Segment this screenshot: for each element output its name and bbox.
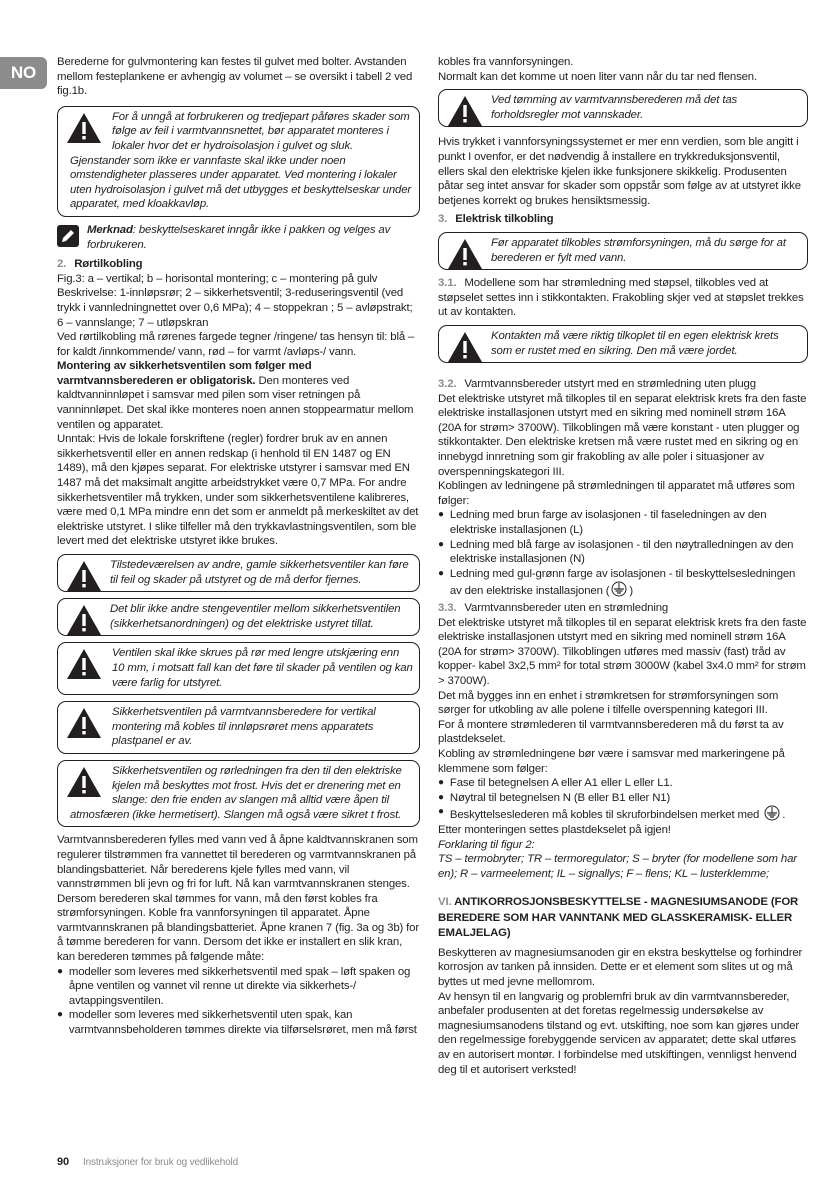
list-item: ● Ledning med brun farge av isolasjonen - til faseledningen av den elektriske installasjonen (L) (438, 509, 767, 537)
paragraph: Kobling av strømledningene bør være i samsvar med markeringene på klemmene som følger: (438, 747, 785, 775)
fill-paragraph: Varmtvannsberederen fylles med vann ved å åpne kaldtvannskranen som regulerer tilstrømmen fra vannettet til berederen og varmtvannskranen på blandingsbatteriet. Når berederens kjele fylles med vann, vil vannstrømmen bli jevn og fri for luft. Nå kan varmtvannskranen stenges. (57, 834, 418, 891)
warning-icon (66, 112, 102, 144)
list-item: ● modeller som leveres med sikkerhetsventil med spak – løft spaken og åpne ventilen og vannet vil renne ut direkte via sikkerhets-/ avtappingsventilen. (57, 965, 411, 1007)
paragraph: Det må bygges inn en enhet i strømkretsen for strømforsyningen som sørger for utkobling av alle polene i tilfelle overspenning kategori III. (438, 689, 779, 717)
earth-ground-icon (609, 581, 629, 597)
list-item: ● Fase til betegnelsen A eller A1 eller L eller L1. (438, 777, 673, 790)
warning-box (57, 642, 420, 695)
warning-text: For å unngå at forbrukeren og tredjepart påføres skader som følge av feil i varmtvannsnettet, bør apparatet monteres i lokaler hvor det er hydroisolasjon i gulvet og sluk. Gjenstander som ikke er vannfaste skal ikke under noen omstendigheter plasseres under apparatet. Ved montering i lokaler uten hydroisolasjon i gulvet må det utbygges et beskyttelseskar under apparatet, med kloakkavløp. (70, 110, 412, 211)
section-heading: 2. Rørtilkobling (57, 258, 143, 271)
warning-box (57, 760, 420, 827)
warning-icon (66, 707, 102, 739)
warning-icon (447, 95, 483, 127)
warning-box (57, 554, 420, 592)
warning-text: Ved tømming av varmtvannsberederen må det tas forholdsregler mot vannskader. (491, 94, 738, 121)
fig3-caption: Fig.3: a – vertikal; b – horisontal montering; c – montering på gulv (57, 272, 378, 285)
subsection-3-1: 3.1. Modellene som har strømledning med støpsel, tilkobles ved at støpselet settes inn i stikkontakten. Frakobling skjer ved at støpslet trekkes ut av kontakten. (438, 277, 804, 319)
paragraph: Koblingen av ledningene på strømledningen til apparatet må utføres som følger: (438, 480, 795, 507)
list-item: ● Ledning med gul-grønn farge av isolasjonen - til beskyttelsesledningen av den elektriske installasjonen ( ) (438, 567, 796, 598)
list-item: ● Ledning med blå farge av isolasjonen - til den nøytralledningen av den elektriske installasjonen (N) (438, 538, 794, 566)
paragraph: Av hensyn til en langvarig og problemfri bruk av din varmtvannsbereder, anbefaler produsenten at det foretas regelmessig undersøkelse av magnesiumsanodens tilstand og evt. utskifting, noe som kan gjøres under den regelmessige forebyggende servicen av apparatet; dette skal utføres av en autorisert montør. I forbindelse med utskiftingen, vennligst henvend deg til et autorisert verksted! (438, 990, 800, 1076)
warning-icon (447, 331, 483, 363)
intro-paragraph: Berederne for gulvmontering kan festes til gulvet med bolter. Avstanden mellom festeplankene er avhengig av volumet – se oversikt i tabell 2 ved fig.1b. (57, 56, 413, 98)
paragraph: Det elektriske utstyret må tilkoples til en separat elektrisk krets fra den faste elektriske installasjonen utstyrt med en sikring med nominell strøm 16A (20A for strøm> 3700W). Tilkoblingen må være konstant - uten plugger og stikkontakter. Den elektriske kretsen må være rustet med en sikring og en innebygd innretning som gir frakobling av alle poler i situasjoner av overspenningskategori III. (438, 392, 807, 478)
section-heading: 3. Elektrisk tilkobling (438, 213, 554, 226)
warning-icon (66, 648, 102, 680)
footer-text: Instruksjoner for bruk og vedlikehold (82, 1157, 239, 1168)
warning-box (57, 106, 420, 217)
fig3-description: Beskrivelse: 1-innløpsrør; 2 – sikkerhetsventil; 3-reduseringsventil (ved trykk i vannledningnettet over 0,6 MPa); 4 – stoppekran ; 5 – avløpstrakt; 6 – vannslange; 7 – utløpskran (57, 287, 413, 329)
pipe-colors-paragraph: Ved rørtilkobling må rørenes fargede tegner /ringene/ tas hensyn til: blå – for kaldt /innkommende/ vann, rød – for varmt /avløps-/ vann. (57, 331, 415, 358)
left-column (57, 55, 420, 1038)
warning-text: Ventilen skal ikke skrues på rør med lengre utskjæring enn 10 mm, i motsatt fall kan det føre til skader på ventilen og kan være farlig for utstyret. (112, 647, 413, 689)
language-tab: NO (0, 57, 47, 89)
warning-text: Tilstedeværelsen av andre, gamle sikkerhetsventiler kan føre til feil og skader på utstyret og de må derfor fjernes. (110, 559, 409, 586)
paragraph: Det elektriske utstyret må tilkoples til en separat elektrisk krets fra den faste elektriske installasjonen utstyrt med en sikring med nominell strøm 16A (20A for strøm> 3700W). Tilkoblingen utføres med massiv (fast) tråd av kopper- kabel 3x2,5 mm² for total strøm 3000W (kabel 3x4.0 mm² for strøm > 3700W). (438, 616, 807, 687)
pencil-note-icon (57, 225, 79, 247)
section-vi-heading: VI. ANTIKORROSJONSBESKYTTELSE - MAGNESIUMSANODE (FOR BEREDERE SOM HAR VANNTANK MED GLASSKERAMISK- ELLER EMALJELAG) (438, 896, 799, 940)
exception-paragraph: Unntak: Hvis de lokale forskriftene (regler) fordrer bruk av en annen sikkerhetsventil eller en annen redskap (i henhold til EN 1487 og EN 1489), må den kjøpes separat. For elektriske utstyrer i samsvar med EN 1487 må det maksimalt angitte arbeidstrykket være 0,7 MPa. For andre sikkerhetsventiler må trykken, under som sikkerhetsventilene kalibreres, være med 0,1 MPa mindre enn det som er anmeldt på merkeskiltet av det elektriske utstyret. I slike tilfeller må den trykkavlastningsventilen, som ble levert med det elektriske utstyret ikke brukes. (57, 433, 419, 548)
empty-paragraph: Dersom berederen skal tømmes for vann, må den først kobles fra strømforsyningen. Koble fra vannforsyningen til apparatet. Åpne varmtvannskranen på blandingsbatteriet. Åpne kranen 7 (fig. 3a og 3b) for å tømme berederen for vann. Dersom det ikke er installert en slik kran, kan berederen tømmes på følgende måte: (57, 892, 420, 964)
right-column (438, 55, 808, 1077)
page-number: 90 (57, 1156, 69, 1168)
paragraph: Beskytteren av magnesiumsanoden gir en ekstra beskyttelse og forhindrer korrosjon av tanken på innsiden. Dette er et element som slites ut og må byttes ut med jevne mellomrom. (438, 946, 803, 988)
list-item: ● Nøytral til betegnelsen N (B eller B1 eller N1) (438, 791, 671, 804)
warning-box (57, 701, 420, 754)
warning-text: Kontakten må være riktig tilkoplet til en egen elektrisk krets som er rustet med en sikring. Den må være jordet. (491, 329, 779, 357)
warning-icon (447, 238, 483, 270)
continued-text: Normalt kan det komme ut noen liter vann når du tar ned flensen. (438, 70, 758, 83)
paragraph: For å montere strømlederen til varmtvannsberederen må du først ta av plastdekselet. (438, 718, 784, 746)
warning-box (438, 89, 808, 127)
warning-icon (66, 560, 102, 592)
warning-icon (66, 604, 102, 636)
figure-legend-text: TS – termobryter; TR – termoregulator; S – bryter (for modellene som har en); R – varmeelement; IL – signallys; F – flens; KL – lusterklemme; (438, 853, 797, 880)
warning-text: Før apparatet tilkobles strømforsyningen, må du sørge for at berederen er fylt med vann. (491, 236, 786, 264)
figure-legend-title: Forklaring til figur 2: (438, 838, 535, 851)
warning-text: Sikkerhetsventilen og rørledningen fra den til den elektriske kjelen må beskyttes mot frost. Hvis det er drenering met en slange: den frie enden av slangen må alltid være åpen til atmosfæren (ikke hermetisert). Slangen må også være sikret t frost. (70, 764, 402, 821)
subsection-3-2: 3.2. Varmtvannsbereder utstyrt med en strømledning uten plugg (438, 378, 756, 391)
note-text: : beskyttelseskaret inngår ikke i pakken og velges av forbrukeren. (87, 223, 391, 251)
page-footer (57, 1155, 238, 1171)
list-item: ● modeller som leveres med sikkerhetsventil uten spak, kan varmtvannsbeholderen tømmes direkte via tilførselsrøret, men må først (57, 1009, 417, 1037)
warning-box (438, 232, 808, 270)
subsection-3-3: 3.3. Varmtvannsbereder uten en strømledning (438, 602, 669, 614)
earth-ground-icon (762, 805, 782, 821)
warning-text: Sikkerhetsventilen på varmtvannsberedere for vertikal montering må kobles til innløpsrøret mens apparatets plastpanel er av. (112, 706, 376, 748)
warning-box (438, 325, 808, 363)
mounting-paragraph: Montering av sikkerhetsventilen som følger med varmtvannsberederen er obligatorisk. Den monteres ved kaldtvanninnløpet i samsvar med pilen som viser retningen på vanninnløpet. Det skal ikke monteres noen annen stoppearmatur mellom ventilen og apparatet. (57, 360, 414, 431)
continued-text: kobles fra vannforsyningen. (438, 56, 574, 68)
list-item: ● Beskyttelseslederen må kobles til skruforbindelsen merket med . (438, 806, 786, 822)
paragraph: Etter monteringen settes plastdekselet på igjen! (438, 823, 671, 836)
note-block (57, 223, 420, 252)
warning-box (57, 598, 420, 636)
note-label: Merknad (87, 223, 133, 236)
warning-icon (66, 766, 102, 798)
warning-text: Det blir ikke andre stengeventiler mellom sikkerhetsventilen (sikkerhetsanordningen) og det elektriske ustyret tillat. (110, 603, 401, 630)
pressure-paragraph: Hvis trykket i vannforsyningssystemet er mer enn verdien, som ble angitt i punkt I ovenfor, er det nødvendig å installere en trykkreduksjonsventil, ellers skal den elektriske kjelen ikke funksjonere skikkelig. Produsenten påtar seg intet ansvar for skader som oppstår som følge av at utstyret ikke betjenes korrekt og brukes hensiktsmessig. (438, 136, 801, 207)
